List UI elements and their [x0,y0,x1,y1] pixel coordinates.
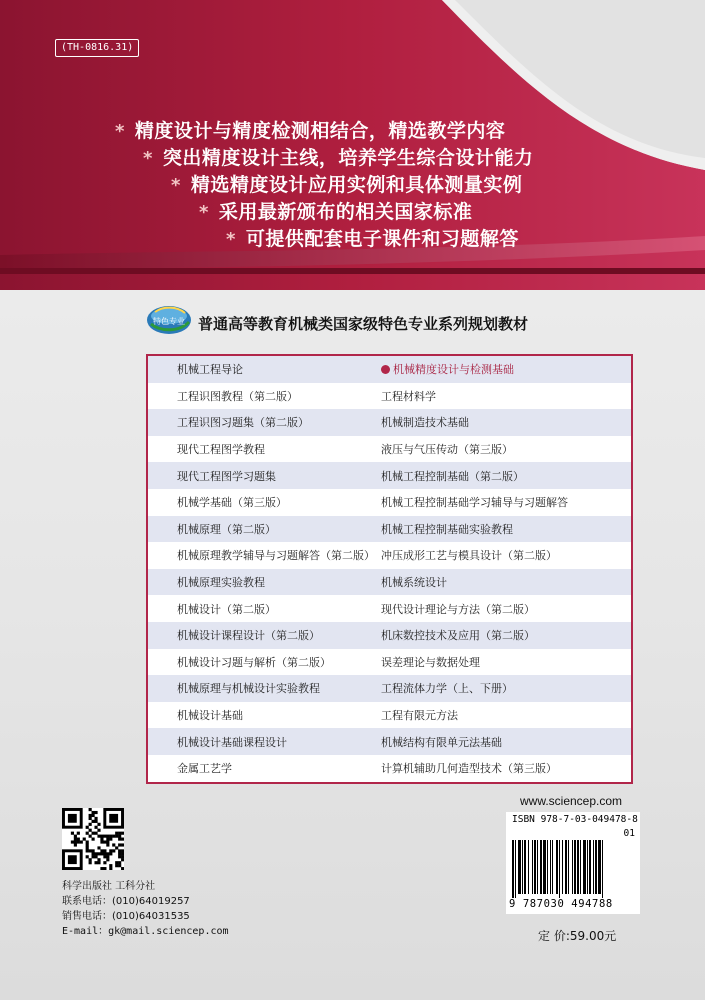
book-title-right: 计算机辅助几何造型技术（第三版） [381,762,557,776]
book-title-left: 工程识图习题集（第二版） [177,416,309,430]
star-icon: * [226,229,236,250]
feature-bullet-4: * 采用最新颁布的相关国家标准 [199,201,473,223]
publisher-website: www.sciencep.com [520,794,623,808]
book-title-right: 误差理论与数据处理 [381,655,480,669]
book-list-table [146,354,633,784]
book-title-left: 机械工程导论 [177,363,243,377]
book-title-left: 机械原理（第二版） [177,522,276,536]
book-title-right: 工程有限元方法 [381,709,458,723]
star-icon: * [143,148,153,169]
contact-email: E-mail：gk@mail.sciencep.com [62,926,229,937]
book-title-left: 工程识图教程（第二版） [177,389,298,403]
table-row [148,728,631,755]
table-row [148,649,631,676]
table-row [148,622,631,649]
table-row [148,702,631,729]
book-title-left: 机械设计（第二版） [177,602,276,616]
barcode-icon [512,840,634,898]
feature-bullet-2: * 突出精度设计主线，培养学生综合设计能力 [143,147,534,169]
book-title-right: 工程材料学 [381,389,436,403]
isbn-number: ISBN 978-7-03-049478-8 [512,814,638,825]
table-row [148,409,631,436]
book-title-right: 机械工程控制基础实验教程 [381,522,513,536]
book-title-right: 冲压成形工艺与模具设计（第二版） [381,549,557,563]
book-title-right: 机械制造技术基础 [381,416,469,430]
isbn-addon: 01 [623,828,635,839]
book-title-left: 机械原理实验教程 [177,576,265,590]
sales-phone: 销售电话：(010)64031535 [62,911,190,922]
star-icon: * [115,121,125,142]
book-title-left: 机械原理与机械设计实验教程 [177,682,320,696]
table-row [148,675,631,702]
table-row [148,356,631,383]
book-title-left: 金属工艺学 [177,762,232,776]
book-title-left: 机械设计习题与解析（第二版） [177,655,331,669]
series-title: 普通高等教育机械类国家级特色专业系列规划教材 [198,315,529,333]
publisher-name: 科学出版社 工科分社 [62,881,156,892]
table-row [148,595,631,622]
feature-bullet-5: * 可提供配套电子课件和习题解答 [226,228,519,250]
book-title-right: 液压与气压传动（第三版） [381,443,513,457]
table-row [148,569,631,596]
feature-bullet-3: * 精选精度设计应用实例和具体测量实例 [171,174,523,196]
book-title-left: 机械设计课程设计（第二版） [177,629,320,643]
star-icon: * [171,175,181,196]
book-title-left: 机械设计基础 [177,709,243,723]
book-title-right: 工程流体力学（上、下册） [381,682,513,696]
current-book-dot-icon [381,365,390,374]
book-title-left: 机械原理教学辅导与习题解答（第二版） [177,549,375,563]
table-row [148,516,631,543]
star-icon: * [199,202,209,223]
barcode-digits: 9 787030 494788 [509,898,613,910]
catalog-code: (TH-0816.31) [55,39,139,57]
svg-text:特色专业: 特色专业 [153,317,185,326]
book-title-right: 机床数控技术及应用（第二版） [381,629,535,643]
table-row [148,462,631,489]
book-title-right: 机械系统设计 [381,576,447,590]
publisher-info [62,879,229,939]
book-title-left: 现代工程图学教程 [177,443,265,457]
table-row [148,489,631,516]
book-title-right: 机械工程控制基础（第二版） [381,469,524,483]
qr-code-icon [62,808,124,870]
isbn-barcode-box [506,812,640,914]
book-title-right: 机械结构有限单元法基础 [381,735,502,749]
table-row [148,755,631,782]
book-title-left: 机械学基础（第三版） [177,496,287,510]
contact-phone: 联系电话：(010)64019257 [62,896,190,907]
current-book-title: 机械精度设计与检测基础 [393,363,514,377]
table-row [148,436,631,463]
book-title-right: 现代设计理论与方法（第二版） [381,602,535,616]
feature-bullet-1: * 精度设计与精度检测相结合，精选教学内容 [115,120,506,142]
table-row [148,542,631,569]
book-title-right [379,361,631,377]
qr-code [62,808,124,870]
book-title-right: 机械工程控制基础学习辅导与习题解答 [381,496,568,510]
series-logo [145,304,193,336]
book-title-left: 现代工程图学习题集 [177,469,276,483]
price: 定 价:59.00元 [538,929,617,943]
globe-icon [145,304,193,336]
book-title-left: 机械设计基础课程设计 [177,735,287,749]
table-row [148,383,631,410]
